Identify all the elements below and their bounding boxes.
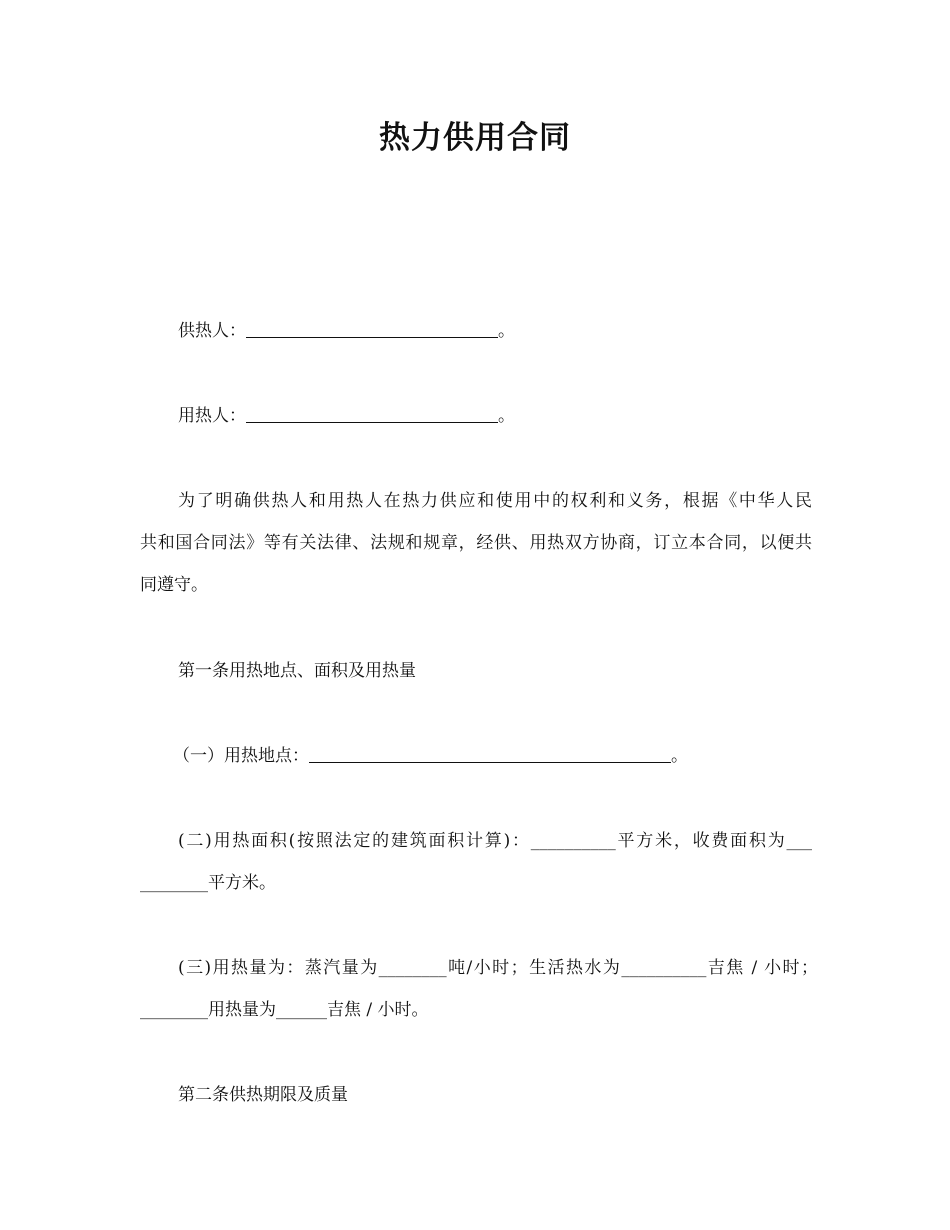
article1-item1 xyxy=(173,745,688,767)
item2-line-1: (二)用热面积(按照法定的建筑面积计算)：__________平方米，收费面积为___ xyxy=(178,831,812,851)
article2-heading: 第二条供热期限及质量 xyxy=(178,1085,348,1105)
user-end: 。 xyxy=(498,406,515,426)
supplier-blank xyxy=(246,321,498,338)
preamble-line-2: 共和国合同法》等有关法律、法规和规章，经供、用热双方协商，订立本合同，以便共 xyxy=(140,533,812,553)
item1-end: 。 xyxy=(671,746,688,766)
item1-blank xyxy=(309,746,671,763)
user-line xyxy=(178,405,515,427)
item3-line-2: ________用热量为______吉焦 / 小时。 xyxy=(140,1000,429,1020)
item1-label: （一）用热地点： xyxy=(173,746,309,766)
preamble-line-3: 同遵守。 xyxy=(140,575,208,595)
item2-line-2: ________平方米。 xyxy=(140,873,276,893)
supplier-label: 供热人： xyxy=(178,321,246,341)
supplier-line xyxy=(178,320,515,342)
preamble-line-1: 为了明确供热人和用热人在热力供应和使用中的权利和义务，根据《中华人民 xyxy=(178,491,812,511)
item3-line-1: (三)用热量为：蒸汽量为________吨/小时；生活热水为__________吉焦 / 小时； xyxy=(178,958,818,978)
supplier-end: 。 xyxy=(498,321,515,341)
user-blank xyxy=(246,406,498,423)
document-title: 热力供用合同 xyxy=(379,120,571,156)
user-label: 用热人： xyxy=(178,406,246,426)
article1-heading: 第一条用热地点、面积及用热量 xyxy=(178,661,416,681)
